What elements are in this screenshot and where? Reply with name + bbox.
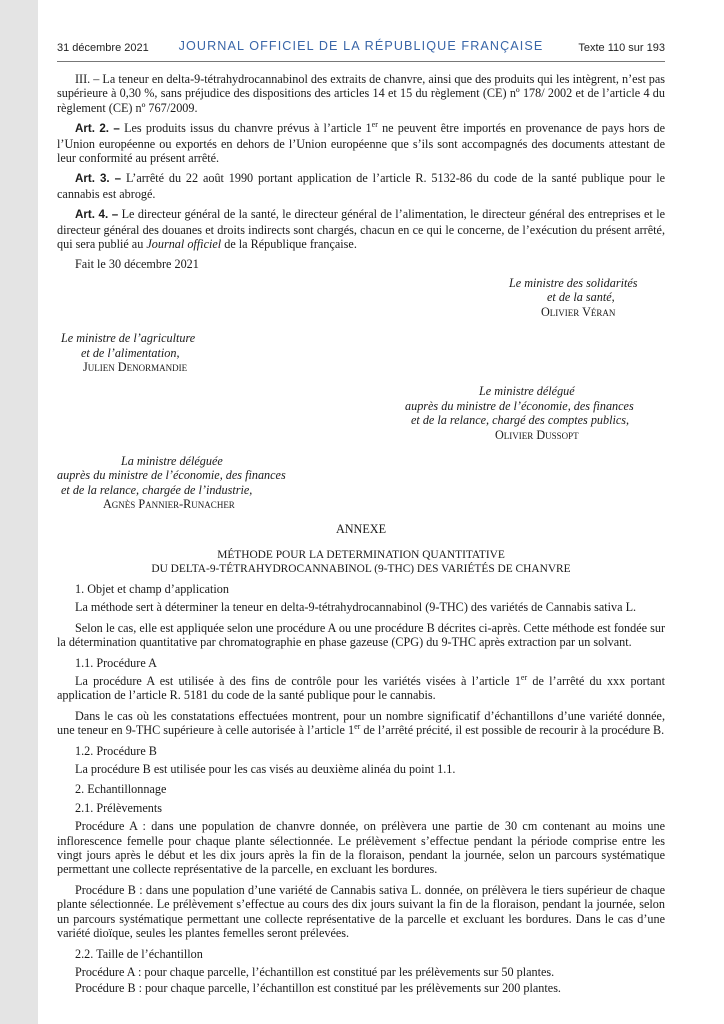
section-1-p1: La méthode sert à déterminer la teneur en delta-9-tétrahydrocannabinol (9-THC) des variétés de Cannabis sativa L. [75, 600, 637, 615]
article-2-label: Art. 2. – [75, 122, 120, 136]
s11-p2-sup: er [354, 722, 361, 732]
article-4-text-b: de la République française. [221, 237, 357, 252]
sig1-name: Olivier Véran [541, 304, 616, 319]
section-1-1-p2 [57, 709, 665, 738]
document-body [57, 72, 665, 1002]
sig2-line2: et de l’alimentation, [81, 345, 180, 360]
article-2-sup: er [371, 120, 378, 130]
header-date: 31 décembre 2021 [57, 42, 149, 54]
fait-le-date: Fait le 30 décembre 2021 [75, 257, 199, 272]
section-2-heading: 2. Echantillonnage [75, 782, 167, 797]
sig3-line1: Le ministre délégué [479, 384, 575, 399]
method-title-line2: DU DELTA-9-TÉTRAHYDROCANNABINOL (9-THC) DES VARIÉTÉS DE CHANVRE [151, 562, 571, 575]
annexe-heading: ANNEXE [335, 521, 387, 536]
sig4-line3: et de la relance, chargée de l’industrie, [61, 482, 253, 497]
article-3-label: Art. 3. – [75, 172, 122, 186]
sig1-line1: Le ministre des solidarités [509, 275, 638, 290]
article-2 [57, 121, 665, 165]
s11-p2-b: de l’arrêté précité, il est possible de recourir à la procédure B. [360, 723, 665, 738]
s11-p1-sup: er [520, 672, 528, 682]
page-header [57, 39, 665, 55]
section-1-p2: Selon le cas, elle est appliquée selon une procédure A ou une procédure B décrites ci-après. Cette méthode est fondée sur la détermination quantitative par chromatographie en phase gazeuse (CPG) du 9-THC après extraction par un solvant. [57, 620, 665, 650]
journal-officiel-italic: Journal officiel [146, 237, 222, 252]
section-2-1-heading: 2.1. Prélèvements [75, 800, 162, 815]
sig4-name: Agnès Pannier-Runacher [103, 497, 235, 512]
method-title-line1: MÉTHODE POUR LA DETERMINATION QUANTITATIVE [217, 548, 505, 561]
article-2-text-b: ne peuvent être importés en provenance de pays hors de l’Union européenne ou exportés en dehors de l’Union européenne que s’ils sont accompagnés des documents attestant de leur conformité au présent arrêté. [57, 121, 665, 166]
sig4-line1: La ministre déléguée [121, 453, 223, 468]
s11-p1-b: de l’arrêté du xxx portant application de l’article R. 5181 du code de la santé publique pour le cannabis. [57, 674, 666, 703]
article-4 [57, 207, 665, 251]
sig3-line3: et de la relance, chargé des comptes publics, [411, 413, 630, 428]
journal-title: JOURNAL OFFICIEL DE LA RÉPUBLIQUE FRANÇAISE [178, 39, 544, 53]
header-page-number: Texte 110 sur 193 [578, 42, 665, 54]
method-title [57, 548, 665, 576]
section-1-2-p1: La procédure B est utilisée pour les cas visés au deuxième alinéa du point 1.1. [75, 762, 456, 777]
section-1-1-heading: 1.1. Procédure A [75, 655, 157, 670]
article-4-text-a: Le directeur général de la santé, le directeur général de l’alimentation, le directeur général des entreprises et le directeur général des douanes et droits indirects sont chargés, chacun en ce qui le concerne, de l’exécution du présent arrêté, qui sera publié au [57, 207, 665, 252]
signature-denormandie [61, 331, 665, 374]
s11-p1-a: La procédure A est utilisée à des fins de contrôle pour les variétés visées à l’article 1 [75, 674, 521, 688]
sig2-line1: Le ministre de l’agriculture [61, 331, 196, 346]
article-3-text: L’arrêté du 22 août 1990 portant application de l’article R. 5132-86 du code de la santé publique pour le cannabis est abrogé. [57, 171, 665, 201]
article-4-label: Art. 4. – [75, 208, 119, 222]
sig3-line2: auprès du ministre de l’économie, des finances [405, 398, 634, 413]
section-1-heading: 1. Objet et champ d’application [75, 581, 229, 596]
section-2-1-p2: Procédure B : dans une population d’une variété de Cannabis sativa L. donnée, on prélèvera le tiers supérieur de chaque plante sélectionnée. Le prélèvement s’effectue au cours des dix jours suivant la fin de la floraison, pendant la journée, selon un parcours systématique permettant une collecte représentative de la parcelle et excluant les bordures. Dans le cas d’une variété dioïque, seules les plantes femelles seront prélevées. [57, 882, 665, 941]
sig3-name: Olivier Dussopt [495, 427, 579, 442]
sig2-name: Julien Denormandie [83, 359, 188, 374]
section-1-2-heading: 1.2. Procédure B [75, 743, 157, 758]
section-1-1-p1 [57, 674, 665, 703]
page-left-margin [0, 0, 38, 1024]
section-2-2-p2: Procédure B : pour chaque parcelle, l’échantillon est constitué par les prélèvements sur 200 plantes. [75, 981, 561, 996]
paragraph-iii: III. – La teneur en delta-9-tétrahydrocannabinol des extraits de chanvre, ainsi que des produits qui les intègrent, n’est pas supérieure à 0,30 %, sans préjudice des dispositions des articles 14 et 15 du règlement (CE) nº 178/ 2002 et de l’article 4 du règlement (CE) nº 767/2009. [57, 72, 665, 115]
article-3 [57, 171, 665, 201]
sig1-line2: et de la santé, [547, 290, 615, 305]
header-rule [57, 61, 665, 62]
sig4-line2: auprès du ministre de l’économie, des finances [57, 468, 286, 483]
section-2-1-p1: Procédure A : dans une population de chanvre donnée, on prélèvera une partie de 30 cm contenant au moins une inflorescence femelle pour chaque plante sélectionnée. Le prélèvement s’effectue pendant la période comprise entre les vingt jours après le début et les dix jours après la fin de la floraison, pendant la journée, selon un parcours systématique permettant une collecte représentative de la parcelle, en excluant les bordures. [57, 819, 665, 877]
section-2-2-heading: 2.2. Taille de l’échantillon [75, 946, 203, 961]
signature-pannier-runacher [57, 454, 665, 512]
s11-p2-a: Dans le cas où les constatations effectuées montrent, pour un nombre significatif d’échantillons d’une variété donnée, une teneur en 9-THC supérieure à celle autorisée à l’article 1 [57, 708, 665, 738]
signature-veran [477, 276, 665, 319]
article-2-text-a: Les produits issus du chanvre prévus à l’article 1 [119, 121, 372, 136]
section-2-2-p1: Procédure A : pour chaque parcelle, l’échantillon est constitué par les prélèvements sur 50 plantes. [75, 964, 555, 979]
signature-dussopt [387, 384, 665, 442]
